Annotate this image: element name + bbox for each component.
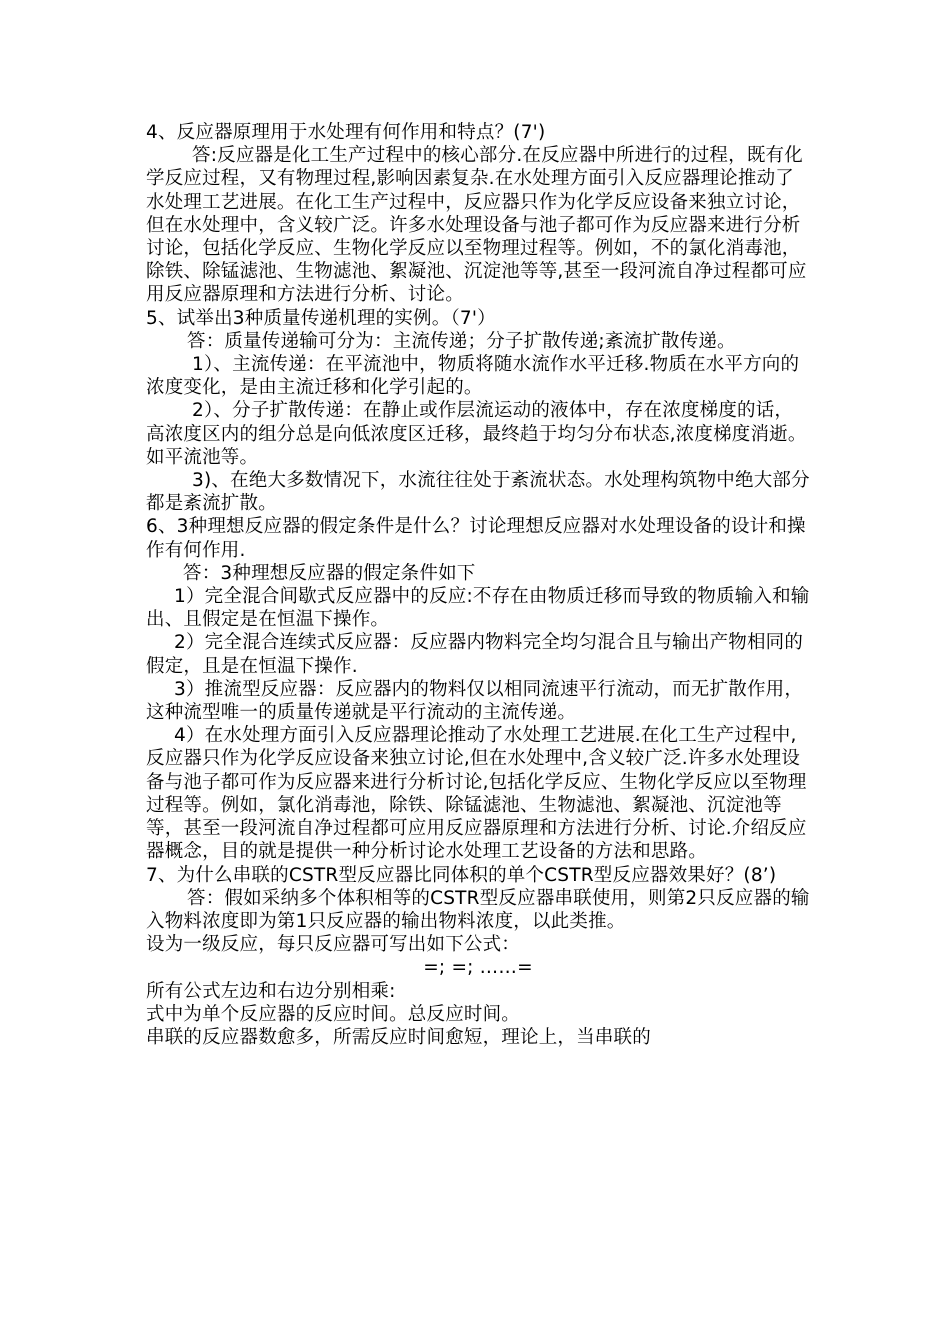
answer-6-item-3: 3）推流型反应器：反应器内的物料仅以相同流速平行流动，而无扩散作用，这种流型唯一的质量传递就是平行流动的主流传递。 — [146, 678, 804, 724]
question-7-heading: 7、为什么串联的CSTR型反应器比同体积的单个CSTR型反应器效果好？(8’) — [146, 864, 777, 886]
answer-5-item-3: 3)、在绝大多数情况下，水流往往处于紊流状态。水处理构筑物中绝大部分都是紊流扩散。 — [146, 470, 810, 515]
document-body — [146, 121, 810, 1049]
answer-6-item-4: 4）在水处理方面引入反应器理论推动了水处理工艺进展.在化工生产过程中,反应器只作为化学反应设备来独立讨论,但在水处理中,含义较广泛.许多水处理设备与池子都可作为反应器来进行分析讨论,包括化学反应、生物化学反应以至物理过程等。例如，氯化消毒池，除铁、除锰滤池、生物滤池、絮凝池、沉淀池等等，甚至一段河流自净过程都可应用反应器原理和方法进行分析、讨论.介绍反应器概念，目的就是提供一种分析讨论水处理工艺设备的方法和思路。 — [146, 725, 807, 863]
answer-7-multiply-line: 所有公式左边和右边分别相乘: — [146, 980, 396, 1002]
answer-7-conclusion-line: 串联的反应器数愈多，所需反应时间愈短，理论上，当串联的 — [146, 1026, 651, 1048]
question-4-heading: 4、反应器原理用于水处理有何作用和特点？(7') — [146, 122, 546, 143]
answer-7-formula-intro: 设为一级反应，每只反应器可写出如下公式： — [146, 934, 521, 956]
question-6-heading: 6、3种理想反应器的假定条件是什么？讨论理想反应器对水处理设备的设计和操作有何作用. — [146, 516, 806, 561]
answer-5-intro: 答：质量传递输可分为：主流传递；分子扩散传递;紊流扩散传递。 — [187, 330, 736, 352]
answer-7-definition-line: 式中为单个反应器的反应时间。总反应时间。 — [146, 1003, 521, 1025]
answer-5-item-1: 1）、主流传递：在平流池中，物质将随水流作水平迁移.物质在水平方向的浓度变化，是由主流迁移和化学引起的。 — [146, 354, 800, 399]
answer-5-item-2: 2）、分子扩散传递：在静止或作层流运动的液体中，存在浓度梯度的话，高浓度区内的组分总是向低浓度区迁移，最终趋于均匀分布状态,浓度梯度消逝。如平流池等。 — [146, 400, 807, 468]
answer-7-paragraph: 答：假如采纳多个体积相等的CSTR型反应器串联使用，则第2只反应器的输入物料浓度即为第1只反应器的输出物料浓度，以此类推。 — [146, 887, 810, 932]
answer-6-intro: 答：3种理想反应器的假定条件如下 — [183, 562, 476, 584]
answer-7-formula: =; =; ……= — [423, 957, 533, 979]
question-5-heading: 5、试举出3种质量传递机理的实例。（7'） — [146, 307, 496, 329]
answer-6-item-1: 1）完全混合间歇式反应器中的反应:不存在由物质迁移而导致的物质输入和输出、且假定是在恒温下操作。 — [146, 586, 810, 631]
answer-4-paragraph: 答:反应器是化工生产过程中的核心部分.在反应器中所进行的过程，既有化学反应过程，又有物理过程,影响因素复杂.在水处理方面引入反应器理论推动了水处理工艺进展。在化工生产过程中，反应器只作为化学反应设备来独立讨论，但在水处理中，含义较广泛。许多水处理设备与池子都可作为反应器来进行分析讨论，包括化学反应、生物化学反应以至物理过程等。例如，不的氯化消毒池，除铁、除锰滤池、生物滤池、絮凝池、沉淀池等等,甚至一段河流自净过程都可应用反应器原理和方法进行分析、讨论。 — [146, 145, 807, 306]
answer-6-item-2: 2）完全混合连续式反应器：反应器内物料完全均匀混合且与输出产物相同的假定，且是在恒温下操作. — [146, 632, 804, 677]
